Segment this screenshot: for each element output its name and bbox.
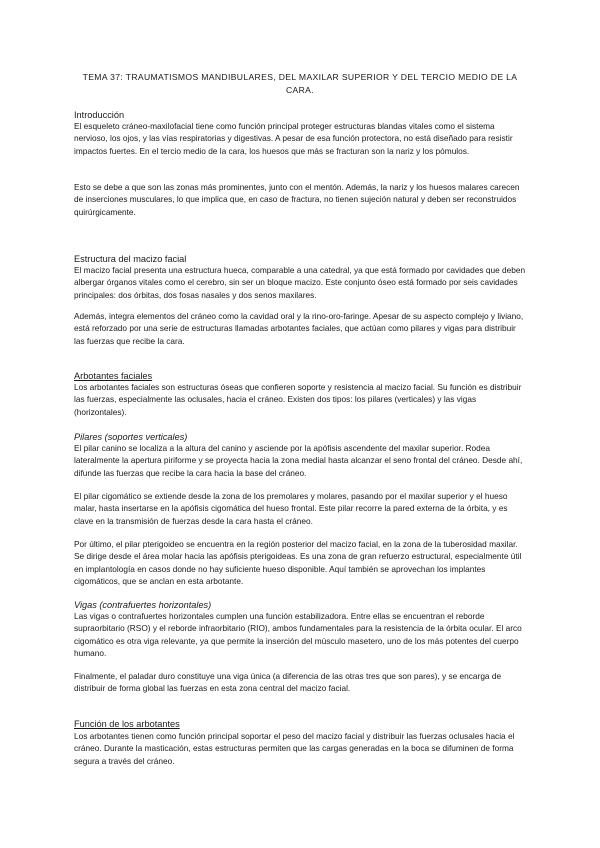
heading-vigas: Vigas (contrafuertes horizontales) — [74, 600, 212, 610]
heading-introduccion: Introducción — [74, 110, 125, 120]
paragraph-estructura-1: El macizo facial presenta una estructura hueca, comparable a una catedral, ya que está formado por cavidades que deben albergar órganos vitales como el cerebro, sin ser un bloque macizo. Este conjunto óseo está formado por seis cavidades principales: dos órbitas, dos fosas nasales y dos senos maxilares. — [74, 265, 526, 300]
document-title: TEMA 37: TRAUMATISMOS MANDIBULARES, DEL MAXILAR SUPERIOR Y DEL TERCIO MEDIO DE LA CARA. — [82, 72, 518, 95]
heading-arbotantes: Arbotantes faciales — [74, 371, 153, 381]
heading-pilares: Pilares (soportes verticales) — [74, 432, 188, 442]
paragraph-estructura-2: Además, integra elementos del cráneo como la cavidad oral y la rino-oro-faringe. Apesar de su aspecto complejo y liviano, está reforzado por una serie de estructuras llamadas arbotantes faciales, que actúan como pilares y vigas para distribuir las fuerzas que recibe la cara. — [74, 311, 524, 346]
heading-estructura: Estructura del macizo facial — [74, 254, 187, 264]
paragraph-vigas-1: Las vigas o contrafuertes horizontales cumplen una función estabilizadora. Entre ellas se encuentran el reborde supraorbitario (RSO) y el reborde infraorbitario (RIO), ambos fundamentales para la resistencia de la órbita ocular. El arco cigomático es otra viga relevante, ya que permite la inserción del músculo masetero, uno de los más potentes del cuerpo humano. — [74, 611, 522, 659]
paragraph-intro-2: Esto se debe a que son las zonas más prominentes, junto con el mentón. Además, la nariz y los huesos malares carecen de inserciones musculares, lo que implica que, en caso de fractura, no tienen sujeción natural y deben ser reconstruidos quirúrgicamente. — [74, 182, 520, 217]
paragraph-pilares-3: Por último, el pilar pterigoideo se encuentra en la región posterior del macizo facial, en la zona de la tuberosidad maxilar. Se dirige desde el área molar hacia las apófisis pterigoideas. Es una zona de gran refuerzo estructural, especialmente útil en implantología en casos donde no hay suficiente hueso disponible. Aquí también se aprovechan los implantes cigomáticos, que se anclan en esta arbotante. — [74, 539, 522, 587]
paragraph-intro-1: El esqueleto cráneo-maxilofacial tiene como función principal proteger estructuras blandas vitales como el sistema nervioso, los ojos, y las vías respiratorias y digestivas. A pesar de esa función protectora, no está diseñado para resistir impactos fuertes. En el tercio medio de la cara, los huesos que más se fracturan son la nariz y los pómulos. — [74, 121, 513, 156]
heading-funcion: Función de los arbotantes — [74, 719, 180, 729]
paragraph-funcion-1: Los arbotantes tienen como función principal soportar el peso del macizo facial y distribuir las fuerzas oclusales hacia el cráneo. Durante la masticación, estas estructuras permiten que las cargas generadas en la boca se difuminen de forma segura a través del cráneo. — [74, 731, 515, 766]
paragraph-pilares-1: El pilar canino se localiza a la altura del canino y asciende por la apófisis ascendente del maxilar superior. Rodea lateralmente la apertura piriforme y se proyecta hacia la zona medial hasta alcanzar el seno frontal del cráneo. Desde ahí, difunde las fuerzas que recibe la cara hacia la base del cráneo. — [74, 443, 523, 478]
paragraph-pilares-2: El pilar cigomático se extiende desde la zona de los premolares y molares, pasando por el maxilar superior y el hueso malar, hasta insertarse en la apófisis cigomática del hueso frontal. Este pilar recorre la pared externa de la órbita, y es clave en la transmisión de fuerzas desde la cara hasta el cráneo. — [74, 491, 508, 526]
paragraph-vigas-2: Finalmente, el paladar duro constituye una viga única (a diferencia de las otras tres que son pares), y se encarga de distribuir de forma global las fuerzas en esta zona central del macizo facial. — [74, 671, 502, 694]
paragraph-arbotantes-1: Los arbotantes faciales son estructuras óseas que confieren soporte y resistencia al macizo facial. Su función es distribuir las fuerzas, especialmente las oclusales, hacia el cráneo. Existen dos tipos: los pilares (verticales) y las vigas (horizontales). — [74, 382, 522, 417]
